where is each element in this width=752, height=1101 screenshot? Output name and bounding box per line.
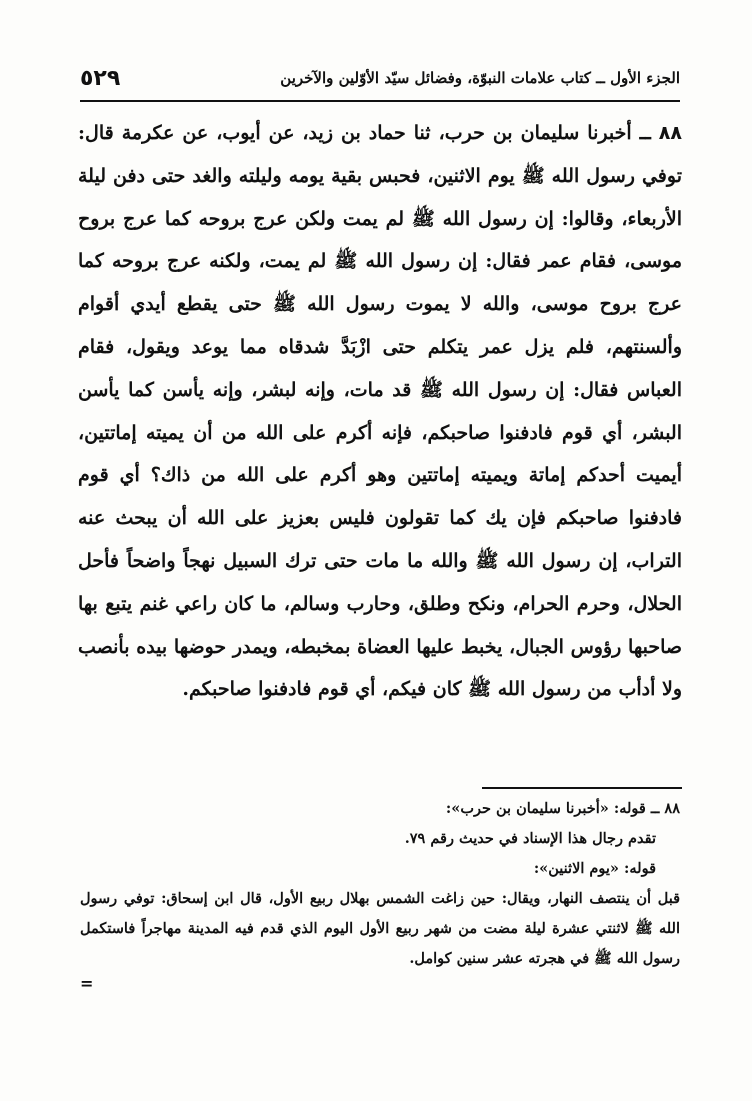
page-number: ٥٢٩ — [80, 65, 121, 91]
hadith-dash: ــ — [639, 122, 651, 144]
page-header — [80, 60, 680, 96]
footnote-heading: قوله: «يوم الاثنين»: — [533, 860, 656, 877]
running-head: الجزء الأول ــ كتاب علامات النبوّة، وفضائل سيّد الأوّلين والآخرين — [280, 69, 680, 87]
continuation-mark: = — [80, 974, 94, 993]
footnote-text: تقدم رجال هذا الإسناد في حديث رقم ٧٩. — [404, 830, 656, 847]
footnote-heading: ٨٨ ــ قوله: «أخبرنا سليمان بن حرب»: — [445, 800, 680, 817]
hadith-paragraph — [78, 112, 682, 711]
hadith-text: أخبرنا سليمان بن حرب، ثنا حماد بن زيد، عن أيوب، عن عكرمة قال: توفي رسول الله ﷺ يوم الاثنين، فحبس بقية يومه وليلته والغد حتى دفن ليلة الأربعاء، وقالوا: إن رسول الله ﷺ لم يمت ولكن عرج بروحه كما عرج بروح موسى، فقام عمر فقال: إن رسول الله ﷺ لم يمت، ولكنه عرج بروحه كما عرج بروح موسى، والله لا يموت رسول الله ﷺ حتى يقطع أيدي أقوام وألسنتهم، فلم يزل عمر يتكلم حتى ازْبَدَّ شدقاه مما يوعد ويقول، فقام العباس فقال: إن رسول الله ﷺ قد مات، وإنه لبشر، وإنه يأسن كما يأسن البشر، أي قوم فادفنوا صاحبكم، فإنه أكرم على الله من أن يميته إماتتين، أيميت أحدكم إماتة ويميته إماتتين وهو أكرم على الله من ذاك؟ أي قوم فادفنوا صاحبكم فإن يك كما تقولون فليس بعزيز على الله أن يبحث عنه التراب، إن رسول الله ﷺ والله ما مات حتى ترك السبيل نهجاً واضحاً فأحل الحلال، وحرم الحرام، ونكح وطلق، وحارب وسالم، ما كان راعي غنم يتبع بها صاحبها رؤوس الجبال، يخبط عليها العضاة بمخبطه، ويمدر حوضها بيده بأنصب ولا أدأب من رسول الله ﷺ كان فيكم، أي قوم فادفنوا صاحبكم. — [78, 122, 682, 701]
footnote-text: قبل أن ينتصف النهار، ويقال: حين زاغت الشمس بهلال ربيع الأول، قال ابن إسحاق: توفي رسول الله ﷺ لاثنتي عشرة ليلة مضت من شهر ربيع الأول اليوم الذي قدم فيه المدينة مهاجراً فاستكمل رسول الله ﷺ في هجرته عشر سنين كوامل. — [80, 890, 680, 967]
hadith-body — [78, 112, 682, 711]
footnotes — [80, 794, 680, 974]
header-divider — [80, 100, 680, 102]
footnote-divider — [482, 787, 682, 789]
hadith-number: ٨٨ — [658, 122, 682, 144]
